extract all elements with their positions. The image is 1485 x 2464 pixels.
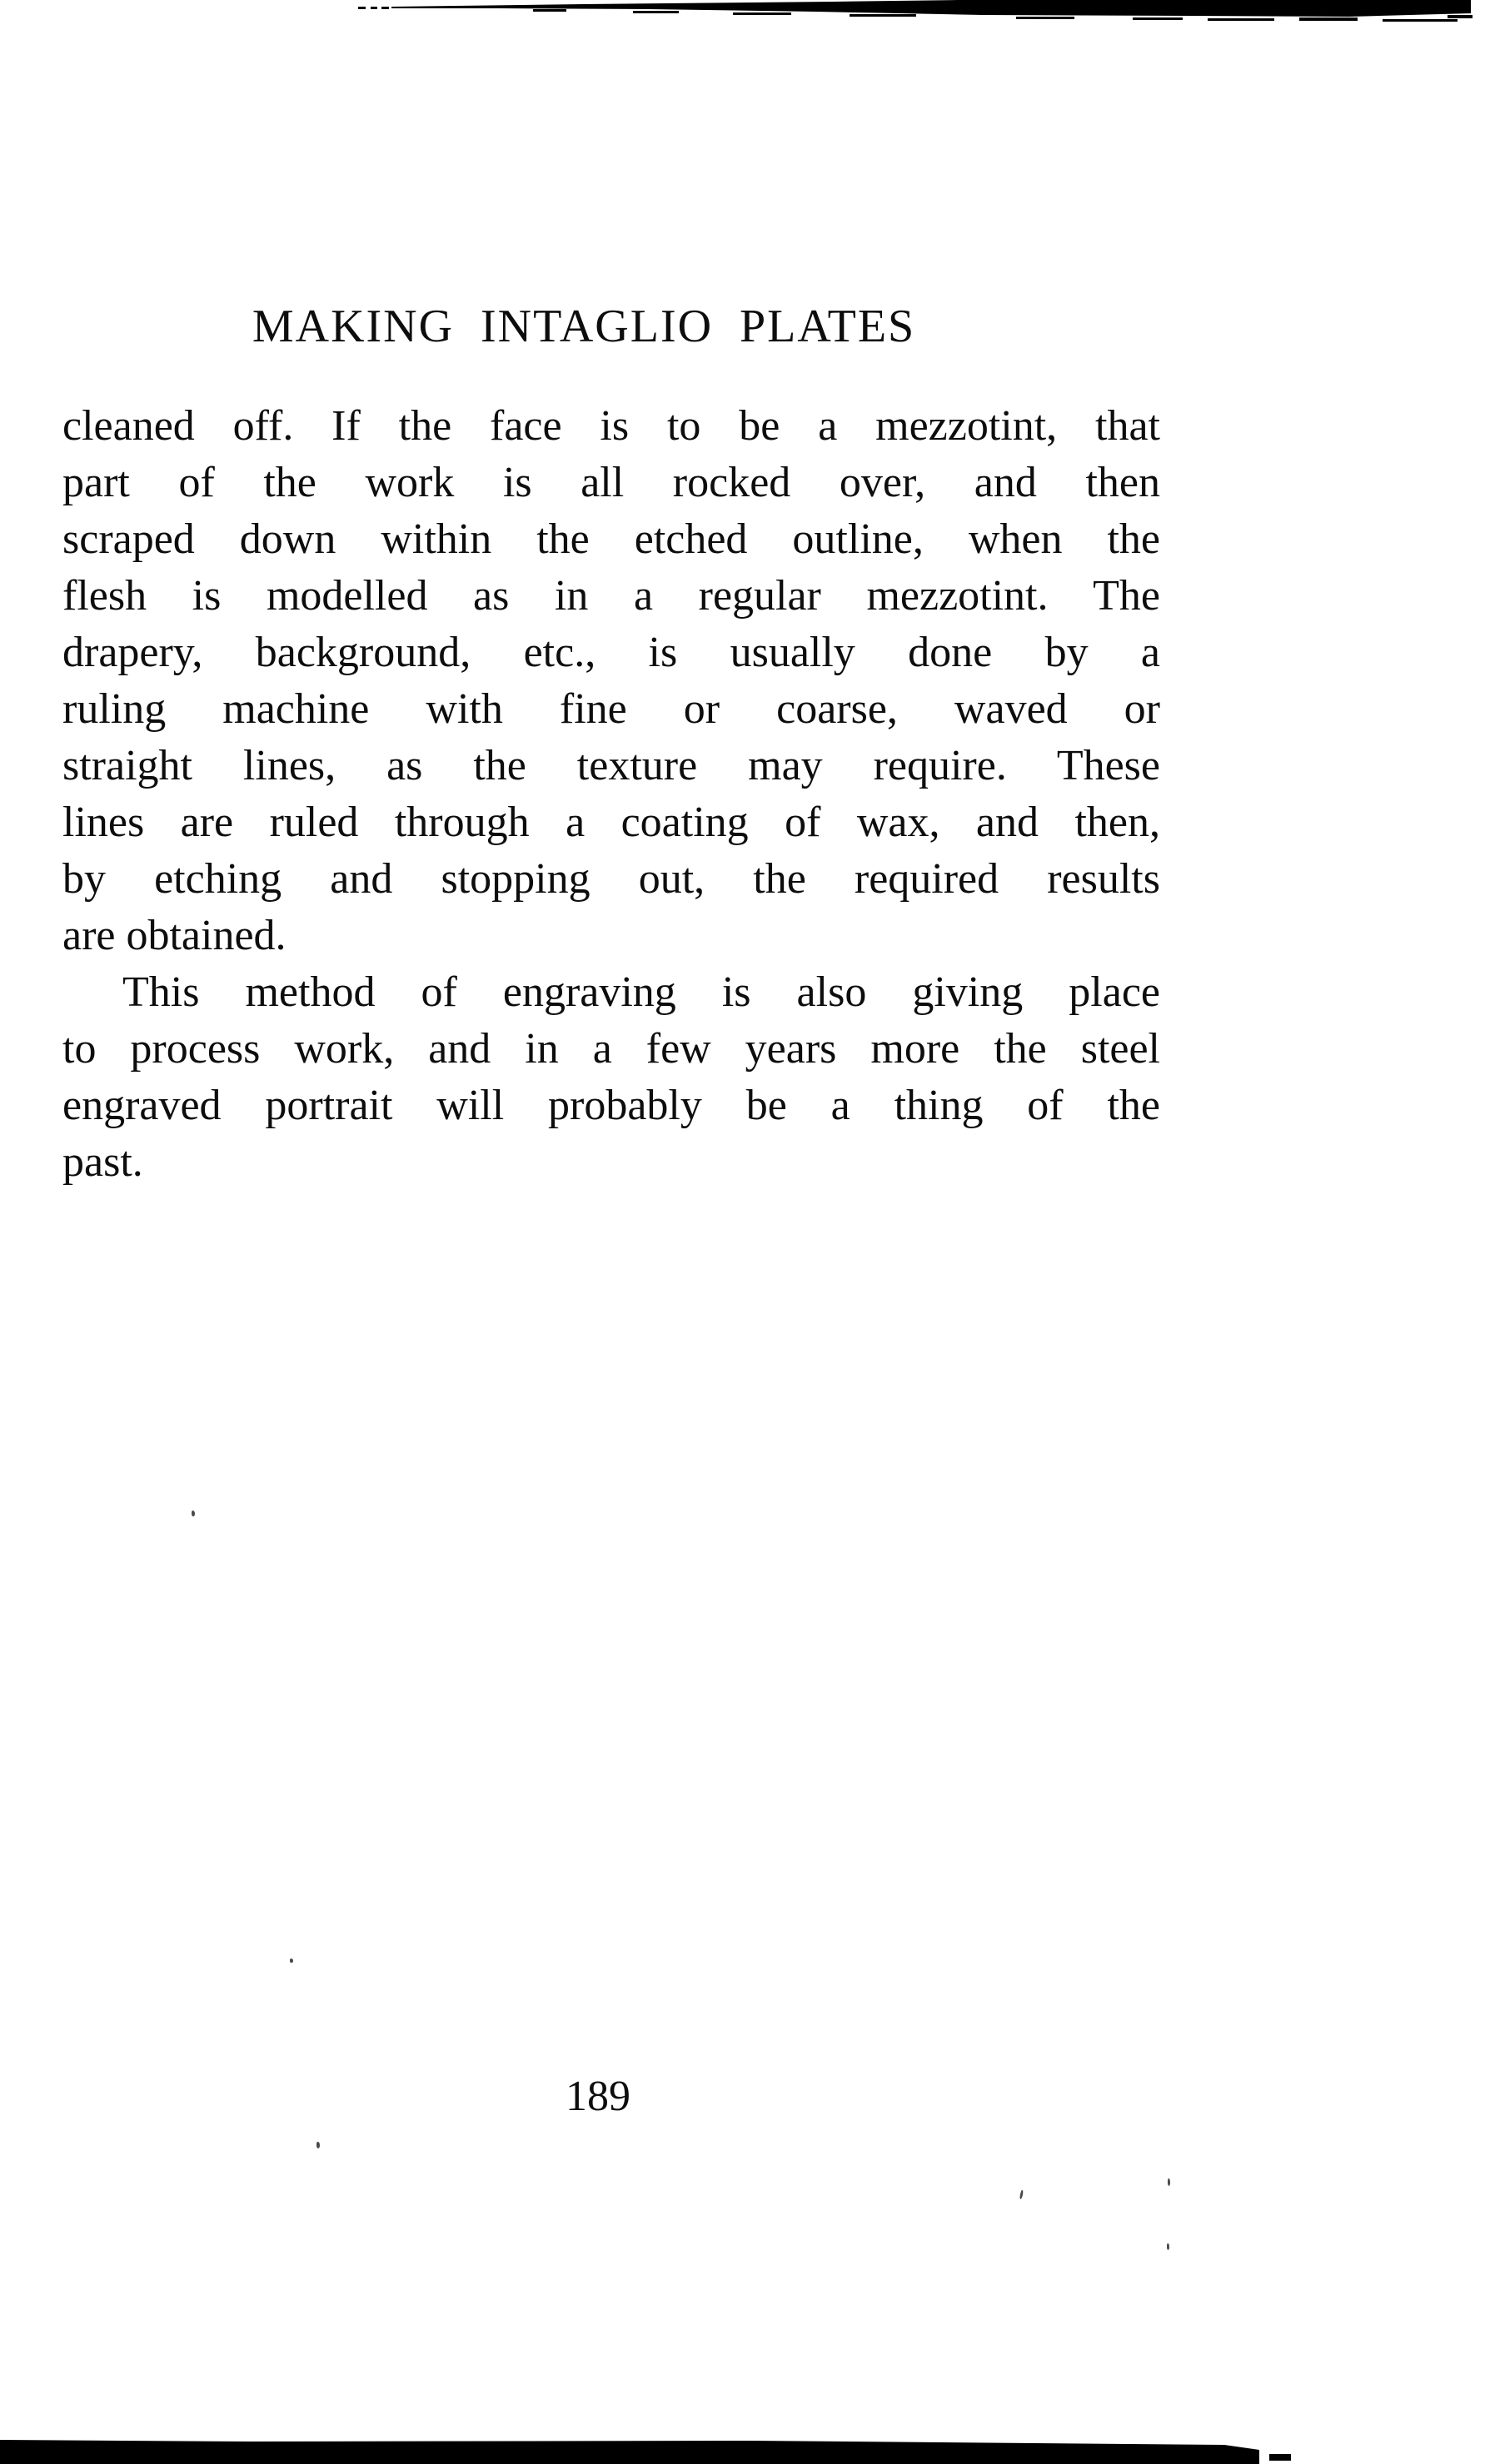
dust-speck <box>1167 2243 1169 2250</box>
text-line: to process work, and in a few years more the steel <box>62 1025 1160 1073</box>
text-line: This method of engraving is also giving place <box>122 968 1160 1016</box>
text-line: straight lines, as the texture may require. These <box>62 742 1160 789</box>
text-line: flesh is modelled as in a regular mezzotint. The <box>62 572 1160 620</box>
text-line: ruling machine with fine or coarse, waved or <box>62 685 1160 733</box>
text-line: engraved portrait will probably be a thing of the <box>62 1082 1160 1129</box>
text-line: past. <box>62 1138 143 1186</box>
dust-speck <box>290 1959 293 1963</box>
text-line: by etching and stopping out, the required results <box>62 855 1160 903</box>
page-number: 189 <box>566 2073 630 2120</box>
text-line: are obtained. <box>62 912 287 959</box>
text-line: part of the work is all rocked over, and then <box>62 459 1160 506</box>
page-title: MAKING INTAGLIO PLATES <box>252 301 916 352</box>
text-line: scraped down within the etched outline, when the <box>62 515 1160 563</box>
text-line: drapery, background, etc., is usually done by a <box>62 629 1160 676</box>
text-line: cleaned off. If the face is to be a mezzotint, that <box>62 402 1160 450</box>
dust-speck <box>1168 2178 1170 2186</box>
dust-speck <box>1019 2190 1024 2199</box>
scan-artifact-top-edge <box>0 0 1485 38</box>
body-text <box>62 398 1160 1191</box>
text-line: lines are ruled through a coating of wax, and then, <box>62 799 1160 846</box>
scan-artifact-bottom-edge <box>0 2431 1485 2464</box>
dust-speck <box>192 1511 195 1516</box>
dust-speck <box>316 2142 320 2148</box>
